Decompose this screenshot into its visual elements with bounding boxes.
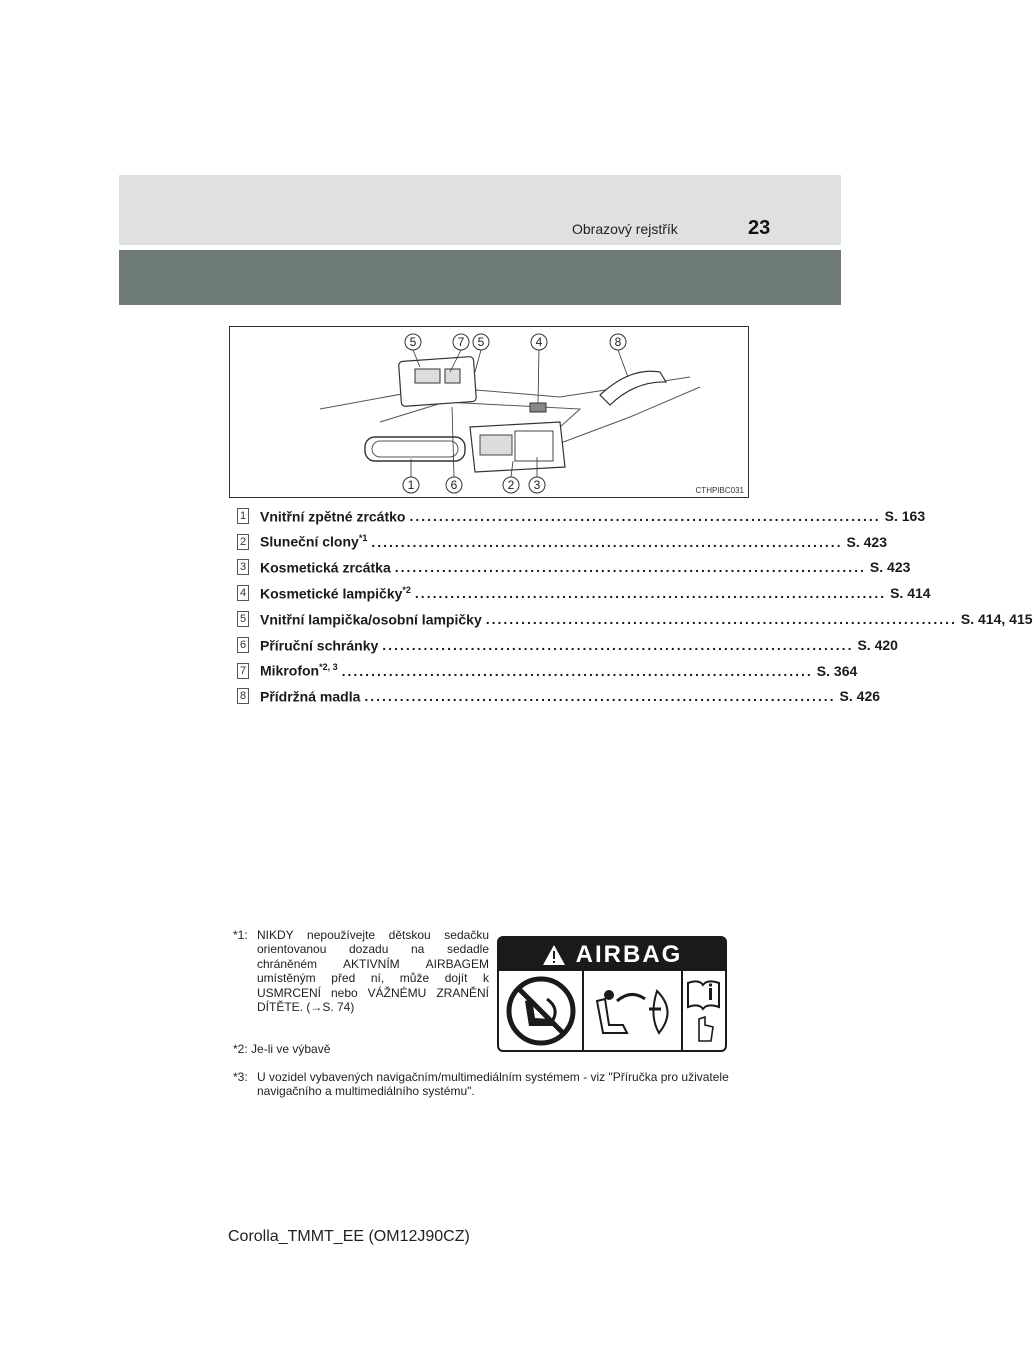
callout-1: 1 [407, 478, 415, 492]
header-band [119, 175, 841, 245]
section-title: Obrazový rejstřík [572, 221, 678, 237]
item-label: Vnitřní zpětné zrcátko [260, 508, 406, 525]
header-dark-band [119, 250, 841, 305]
footnote-1-text: NIKDY nepoužívejte dětskou sedačku orientovanou dozadu na sedadle chráněném AKTIVNÍM AIRBAGEM umístěným před ní, může dojít k USMRCENÍ nebo VÁŽNÉMU ZRANĚNÍ DÍTĚTE. (→S. 74) [257, 927, 489, 1014]
seat-airbag-icon [597, 990, 668, 1033]
item-page-ref[interactable]: S. 364 [816, 662, 858, 679]
item-number: 4 [237, 585, 249, 601]
item-page-ref[interactable]: S. 423 [846, 533, 887, 550]
item-number: 5 [237, 611, 249, 627]
manual-book-icon [688, 981, 719, 1041]
footnote-3-text: U vozidel vybavených navigačním/multimediálním systémem - viz "Příručka pro uživatele navigačního a multimediálního systému". [257, 1069, 729, 1098]
dot-leader: ................................................................................ [364, 688, 836, 705]
list-item [237, 580, 931, 606]
figure-code: CTHPIBC031 [695, 486, 744, 495]
item-number: 1 [237, 508, 249, 524]
airbag-pictograms [499, 971, 725, 1050]
item-label: Sluneční clony$^{*1}$ [260, 533, 368, 551]
component-list [237, 503, 1033, 709]
item-page-ref[interactable]: S. 420 [857, 636, 898, 653]
item-label: Kosmetické lampičky$^{*2}$ [260, 584, 411, 602]
footnote-3 [233, 1070, 733, 1099]
callout-4: 4 [535, 335, 543, 349]
item-page-ref[interactable]: S. 414, 415 [960, 611, 1033, 628]
document-footer: Corolla_TMMT_EE (OM12J90CZ) [228, 1228, 470, 1245]
item-number: 6 [237, 637, 249, 653]
item-number: 2 [237, 534, 249, 550]
callout-5b: 5 [477, 335, 485, 349]
item-number: 8 [237, 688, 249, 704]
dot-leader: ................................................................................ [409, 507, 881, 524]
callout-5a: 5 [409, 335, 417, 349]
callout-7: 7 [457, 335, 465, 349]
page-number: 23 [748, 217, 771, 239]
footnote-2-text: Je-li ve výbavě [251, 1042, 331, 1056]
footnote-1-mark: *1: [233, 928, 248, 942]
dot-leader: ................................................................................ [394, 559, 866, 576]
ceiling-drawing [230, 327, 748, 497]
item-page-ref[interactable]: S. 423 [869, 559, 911, 576]
item-page-ref[interactable]: S. 163 [884, 507, 926, 524]
item-label: Příruční schránky [260, 637, 379, 654]
no-child-seat-icon [509, 979, 573, 1043]
list-item [237, 606, 1033, 632]
item-label: Kosmetická zrcátka [260, 559, 391, 576]
item-page-ref[interactable]: S. 414 [890, 585, 931, 602]
list-item [237, 684, 881, 710]
footnote-2 [233, 1042, 330, 1057]
item-page-ref[interactable]: S. 426 [839, 688, 881, 705]
airbag-warning-label [497, 936, 727, 1052]
callout-8: 8 [614, 335, 622, 349]
dot-leader: ................................................................................ [382, 636, 854, 653]
dot-leader: ................................................................................ [371, 533, 843, 550]
dot-leader: ................................................................................ [341, 662, 813, 679]
interior-illustration [229, 326, 749, 498]
callout-2: 2 [507, 478, 515, 492]
dot-leader: ................................................................................ [414, 585, 887, 602]
list-item [237, 529, 887, 555]
list-item [237, 503, 926, 529]
footnote-1 [233, 928, 489, 1015]
dot-leader: ................................................................................ [485, 611, 957, 628]
airbag-title: AIRBAG [499, 938, 725, 971]
list-item [237, 658, 858, 684]
callout-6: 6 [450, 478, 458, 492]
list-item [237, 632, 898, 658]
list-item [237, 555, 911, 581]
item-number: 3 [237, 559, 249, 575]
item-label: Mikrofon$^{*2, 3}$ [260, 662, 338, 679]
footnote-2-mark: *2: [233, 1042, 248, 1056]
footnote-3-mark: *3: [233, 1070, 248, 1084]
item-label: Vnitřní lampička/osobní lampičky [260, 611, 482, 628]
item-number: 7 [237, 663, 249, 679]
warning-triangle-icon [542, 944, 566, 966]
callout-3: 3 [533, 478, 541, 492]
item-label: Přídržná madla [260, 688, 361, 705]
